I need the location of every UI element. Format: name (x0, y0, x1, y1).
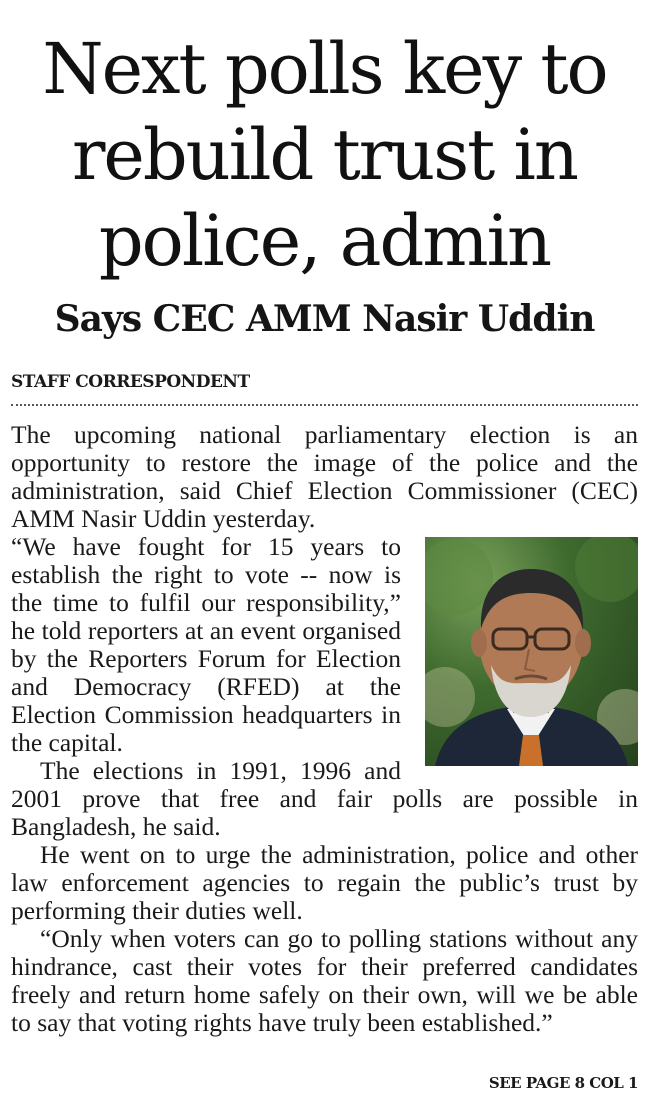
article-paragraph-4: He went on to urge the administration, police and other law enforcement agencies to regain the public’s trust by performing their duties well. (11, 840, 638, 925)
headline (0, 26, 649, 284)
dotted-divider (11, 404, 638, 406)
article-paragraph-2: “We have fought for 15 years to establish the right to vote -- now is the time to fulfil our responsibility,” he told reporters at an event organised by the Reporters Forum for Election and Democracy (RFED) at the Election Commission headquarters in the capital. (11, 532, 401, 757)
article-paragraph-1: The upcoming national parliamentary election is an opportunity to restore the image of the police and the administration, said Chief Election Commissioner (CEC) AMM Nasir Uddin yesterday. (11, 420, 638, 533)
article-paragraph-5: “Only when voters can go to polling stations without any hindrance, cast their votes for their preferred candidates freely and return home safely on their own, will we be able to say that voting rights have truly been established.” (11, 924, 638, 1037)
byline: STAFF CORRESPONDENT (11, 372, 250, 392)
headline-line-1: Next polls key to (42, 28, 607, 110)
article-body (11, 421, 638, 1037)
headline-line-3: police, admin (98, 200, 551, 282)
continuation-note: SEE PAGE 8 COL 1 (488, 1074, 638, 1092)
subheadline: Says CEC AMM Nasir Uddin (54, 298, 595, 340)
headline-line-2: rebuild trust in (71, 114, 578, 196)
article-paragraph-3: The elections in 1991, 1996 and 2001 prove that free and fair polls are possible in Bangladesh, he said. (11, 756, 638, 841)
portrait-photo (425, 537, 638, 766)
